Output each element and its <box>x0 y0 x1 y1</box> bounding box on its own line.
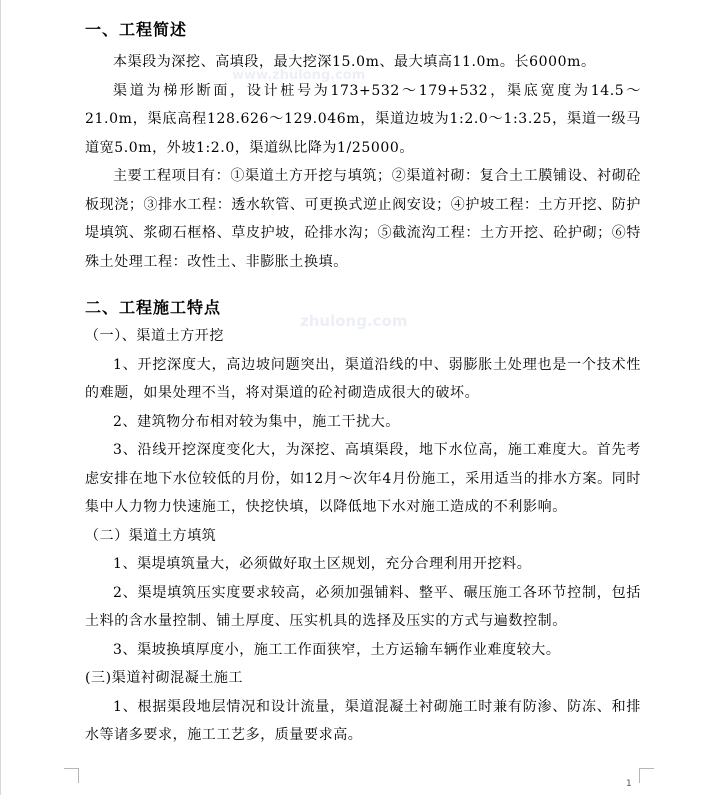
section-heading-features: 二、工程施工特点 <box>85 298 222 317</box>
margin-marker-left <box>64 768 79 783</box>
margin-marker-right <box>639 768 654 783</box>
page-number: 1 <box>626 779 632 789</box>
list-item: 3、沿线开挖深度变化大，为深挖、高填渠段，地下水位高，施工难度大。首先考虑安排在地下水位较低的月份，如12月～次年4月份施工，采用适当的排水方案。同时集中人力物力快速施工，快挖快填，以降低地下水对施工造成的不利影响。 <box>85 442 641 515</box>
list-item: 1、渠堤填筑量大，必须做好取土区规划，充分合理利用开挖料。 <box>113 556 532 572</box>
list-item: 1、根据渠段地层情况和设计流量，渠道混凝土衬砌施工时兼有防渗、防冻、和排水等诸多要求，施工工艺多，质量要求高。 <box>85 698 641 743</box>
paragraph-overview-2: 渠道为梯形断面，设计桩号为173+532～179+532，渠底宽度为14.5～21.0m，渠底高程128.626～129.046m，渠道边坡为1:2.0～1:3.25，渠道一级马道宽5.0m，外坡1:2.0，渠道纵比降为1/25000。 <box>85 82 641 156</box>
section-heading-overview: 一、工程简述 <box>85 20 188 39</box>
watermark-top: www.zhulong.com <box>232 68 366 83</box>
list-item: 1、开挖深度大，高边坡问题突出，渠道沿线的中、弱膨胀土处理也是一个技术性的难题，如果处理不当，将对渠道的砼衬砌造成很大的破坏。 <box>85 356 641 401</box>
paragraph-overview-3: 主要工程项目有：①渠道土方开挖与填筑；②渠道衬砌：复合土工膜铺设、衬砌砼板现浇；③排水工程：透水软管、可更换式逆止阀安设；④护坡工程：土方开挖、防护堤填筑、浆砌石框格、草皮护坡，砼排水沟；⑤截流沟工程：土方开挖、砼护砌；⑥特殊土处理工程：改性土、非膨胀土换填。 <box>85 168 641 270</box>
paragraph-overview-1: 本渠段为深挖、高填段，最大挖深15.0m、最大填高11.0m。长6000m。 <box>113 54 596 70</box>
subsection-title-excavation: （一）、渠道土方开挖 <box>85 328 224 344</box>
subsection-title-filling: （二）渠道土方填筑 <box>85 527 217 544</box>
watermark-main: zhulong.com <box>300 312 408 330</box>
document-body <box>85 16 641 750</box>
subsection-title-lining: (三)渠道衬砌混凝土施工 <box>85 670 244 686</box>
list-item: 2、渠堤填筑压实度要求较高，必须加强铺料、整平、碾压施工各环节控制，包括土料的含水量控制、铺土厚度、压实机具的选择及压实的方式与遍数控制。 <box>85 584 641 629</box>
list-item: 3、渠坡换填厚度小，施工工作面狭窄，土方运输车辆作业难度较大。 <box>113 641 561 658</box>
page-left-edge <box>0 0 1 795</box>
list-item: 2、建筑物分布相对较为集中，施工干扰大。 <box>113 413 400 430</box>
